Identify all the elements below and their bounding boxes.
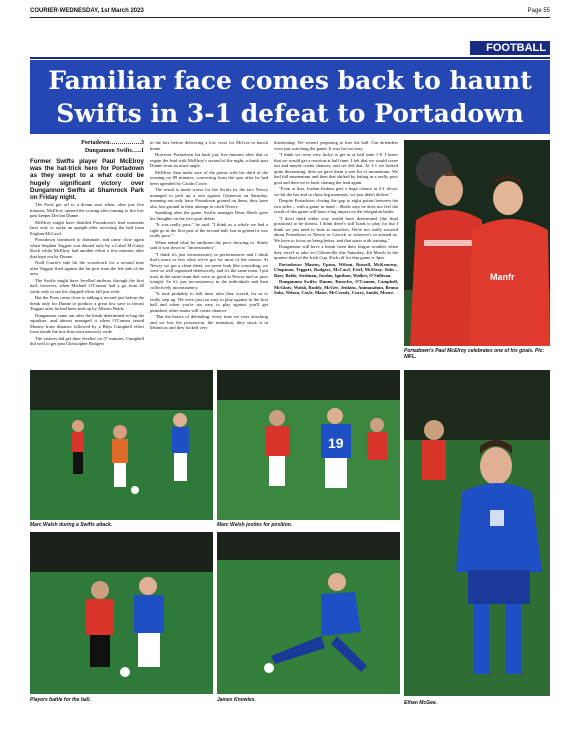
article-paragraph: Dungannon will have a break from their league troubles when they travel to take on Cliftonville this Saturday, 4th March in the quarter-final of the Irish Cup. Kick off for that game is 3pm.: [274, 244, 398, 260]
masthead-paper-date: COURIER-WEDNESDAY, 1st March 2023: [30, 8, 144, 14]
lineup-dungannon: Dungannon Swifts: Dunne, Knowles, O'Connor, Campbell, McGinty, Walsh, Ruddy, McGee, Jenkins, Animasahun, Bruna Subs, Nelson, Coyle, Maise, McCready, Curry, Smith, Moore.: [274, 279, 398, 295]
score-line-home: Portadown…………….3: [81, 140, 144, 146]
article-paragraph: Niall Currie's side hit the woodwork for a second time after Teggart fired against the far post from the left side of the area.: [30, 260, 144, 277]
article-paragraph: The Ports got off to a dream start when, after just five minutes, McElroy opened the scoring after turning to fire low past keeper Declan Dunne.: [30, 202, 144, 219]
article-paragraph: Despite Portadown closing the gap to eight points between the two sides – with a game in hand – Shiels says he does not feel the result of this game will have a big impact on the relegation battle.: [274, 198, 398, 214]
article-column-1: [30, 158, 144, 386]
photo-walsh-jostles: [217, 370, 400, 520]
headline: Familiar face comes back to haunt Swifts in 3-1 defeat to Portadown: [30, 60, 550, 134]
article-paragraph: Dungannon came out after the break determined to bug the equaliser, and almost managed it when O'Connor tested Mastny from distance followed by a Rhys Campbell effort from inside the box that went narrowly wide.: [30, 312, 144, 335]
article-paragraph: "I think it's just inconsistency in performances and I think that's more or less what we've got for most of the season. At Newry we got a clean sheet, we never look like conceding, we were so well organised defensively, and it's the same team. I put trust in the same team that were so good at Newry and so poor tonight. So it's just inconsistency in the individuals and then collectively inconsistency.: [150, 251, 268, 290]
photo-walsh-attack: [30, 370, 213, 520]
article-paragraph: "Even at that, Jordan Jenkins gets a huge chance at 2-1 down, we hit the bar and so those big moments, we just didn't deliver.": [274, 186, 398, 197]
article-paragraph: Speaking after the game, Swifts manager Dean Shiels gave his thoughts on the two-goal defeat.: [150, 210, 268, 221]
article-column-3: [274, 140, 398, 368]
article-paragraph: The result is made worse for the Swifts by the fact Newry managed to pick up a win against Glenavon on Saturday, meaning not only have Portadown ground on them, they have also lost ground in their attempt to catch Newry.: [150, 187, 268, 209]
svg-text:19: 19: [328, 435, 344, 451]
article-lead: Former Swifts player Paul McElroy was the hat-trick hero for Portadown as they swept to a what could be hugely significant victory over Dungannon Swifts at Shamrock Park on Friday night.: [30, 158, 144, 202]
masthead-page-number: Page 55: [527, 8, 550, 14]
caption-ethan-mcgee: Ethan McGee.: [404, 700, 438, 706]
photo-players-battle: [30, 532, 213, 694]
section-tag: FOOTBALL: [470, 41, 550, 55]
article-paragraph: But the Ports came close to adding a second just before the break only for Dunne to produce a great low save to thwart Teggart after he had been teed up by Alberto Balde.: [30, 295, 144, 312]
article-paragraph: McElroy might have doubled Portadown's lead moments later only to strike an upright after receiving the ball from Eoghan McCawl.: [30, 219, 144, 236]
section-rule: [30, 57, 550, 59]
article-paragraph: However Portadown hit back just five minutes after that to regain the lead with McElroy's second of the night, a finish past Dunne from an acute angle.: [150, 152, 268, 168]
article-paragraph: "It was really poor," he said. "I think as a whole we had a right go in the first part of the second half, but in general it was really poor.": [150, 222, 268, 238]
article-paragraph: "I think we were very lucky to get in at half time 1-0. I knew that we would get a reaction at half time. I felt that we would come out and maybe create chances, and we did that. At 1-1 we looked quite threatening, then we gave them a wee bit of momentum. We had full momentum and then that shifted by letting in a really poor goal and then we're back chasing the lead again.: [274, 152, 398, 185]
svg-text:Manfr: Manfr: [490, 272, 515, 282]
caption-walsh-attack: Marc Walsh during a Swifts attack.: [30, 522, 113, 528]
photo-ethan-mcgee: [404, 370, 550, 696]
article-paragraph: The visitors did get their leveller on 57 minutes. Campbell did well to get past Christopher Rodgers: [30, 335, 144, 347]
article-paragraph: threatening. We weren't preparing to lose the ball. Our defenders were just watching the game. It was far too easy.: [274, 140, 398, 151]
article-paragraph: in the box before delivering a low cross for McGee to knock home.: [150, 140, 268, 151]
photo-james-knowles: [217, 532, 400, 694]
article-paragraph: The Swifts might have levelled midway through the first half, however, when Michael O'Connor had a go from 40 yards only to see his chipped effort fall just wide.: [30, 277, 144, 294]
lineup-portadown: Portadown: Mastny, Upton, Wilson, Russell, McKeaveny, Chapman, Teggart, Rodgers, McCawl, Friel, McElroy. Subs – Barr, Balde, Stedman, Jordan, Ignilson, Walker, O'Sullivan.: [274, 261, 398, 278]
caption-walsh-jostles: Marc Walsh jostles for position.: [217, 522, 293, 528]
article-paragraph: "But the basics of defending: every time we were attacking and we lost the possession, the transition, they stuck it in behind us and they looked very: [150, 314, 268, 330]
masthead-rule: [30, 17, 550, 18]
score-box: [30, 139, 144, 155]
article-paragraph: "I don't think either way would have determined [the final positions] to be honest. I think there's still loads to play for but I think we just need to look at ourselves. We're not really worried about Portadown or Newry or Carrick or whoever's in around us. We have to focus on being better, and that starts with training.": [274, 215, 398, 243]
caption-james-knowles: James Knowles.: [217, 697, 256, 703]
photo-mcelroy-celebration: [404, 140, 550, 346]
article-paragraph: "It took probably to half time, after they scored, for us to really step up. We were just too easy to play against in the first half and when you're too easy to play against you'll get punished, other teams will create chances.: [150, 291, 268, 313]
article-column-2: [150, 140, 268, 368]
score-line-away: Dungannon Swifts…..1: [84, 148, 144, 154]
article-paragraph: When asked what he attributes the poor showing to, Shiels said it was down to "inconsistency".: [150, 239, 268, 250]
article-paragraph: McElroy then made sure of the points with his third of the evening on 89 minutes, converting from the spot after he had been upended by Caolin Coyle.: [150, 169, 268, 186]
masthead: [30, 6, 550, 16]
caption-players-battle: Players battle for the ball.: [30, 697, 91, 703]
article-paragraph: Portadown continued to dominate, and came close again when Stephen Teggart was denied only by a Cahal McGinty block while McElroy had another effort a few minutes after that kept out by Dunne.: [30, 237, 144, 259]
caption-mcelroy: Portadown's Paul McElroy celebrates one of his goals. Pic: NIFL.: [404, 348, 545, 360]
